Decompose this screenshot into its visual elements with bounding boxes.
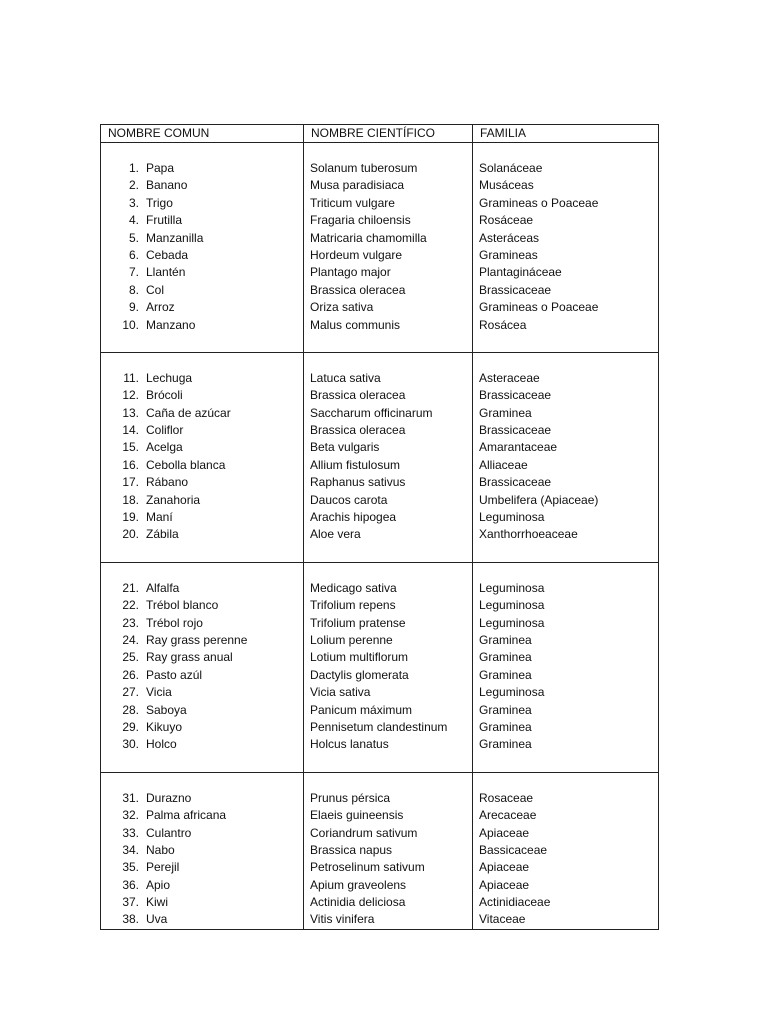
header-common-name: NOMBRE COMUN — [101, 125, 304, 143]
item-number: 13. — [122, 405, 139, 420]
item-number: 7. — [128, 265, 139, 280]
scientific-name: Triticum vulgare — [310, 195, 395, 210]
scientific-name: Oriza sativa — [310, 300, 374, 315]
item-number: 23. — [122, 615, 139, 630]
scientific-name: Allium fistulosum — [310, 457, 401, 472]
common-name: Vicia — [146, 685, 172, 700]
list-item — [101, 649, 303, 666]
family-name: Apiaceae — [479, 825, 530, 840]
item-number: 34. — [122, 842, 139, 857]
common-name: Ray grass perenne — [146, 632, 248, 647]
scientific-name: Brassica napus — [310, 842, 393, 857]
common-name: Ray grass anual — [146, 650, 233, 665]
family-name: Graminea — [479, 702, 532, 717]
item-number: 37. — [122, 895, 139, 910]
family-name: Gramineas o Poaceae — [479, 300, 599, 315]
scientific-name-cell — [304, 143, 473, 353]
list-item — [101, 387, 303, 404]
scientific-name: Raphanus sativus — [310, 475, 406, 490]
list-item — [101, 474, 303, 491]
item-number: 18. — [122, 492, 139, 507]
family-name: Rosácea — [479, 317, 527, 332]
common-name: Culantro — [146, 825, 192, 840]
scientific-name: Trifolium repens — [310, 598, 396, 613]
family-name: Brassicaceae — [479, 423, 552, 438]
common-name: Coliflor — [146, 423, 184, 438]
group-row — [101, 562, 659, 772]
family-name: Leguminosa — [479, 615, 545, 630]
common-name: Llantén — [146, 265, 186, 280]
common-name: Uva — [146, 912, 168, 927]
scientific-name: Latuca sativa — [310, 370, 381, 385]
list-item — [101, 790, 303, 807]
common-name-cell — [101, 352, 304, 562]
item-number: 15. — [122, 440, 139, 455]
header-row — [101, 125, 659, 143]
scientific-name: Aloe vera — [310, 527, 361, 542]
list-item — [101, 807, 303, 824]
family-cell — [473, 772, 659, 929]
scientific-name: Holcus lanatus — [310, 737, 389, 752]
list-item — [101, 195, 303, 212]
list-item — [101, 894, 303, 911]
common-name: Cebolla blanca — [146, 457, 226, 472]
scientific-name: Beta vulgaris — [310, 440, 380, 455]
list-item — [101, 702, 303, 719]
list-item — [101, 509, 303, 526]
list-item — [101, 422, 303, 439]
list-item — [101, 597, 303, 614]
family-name: Umbelifera (Apiaceae) — [479, 492, 599, 507]
family-name: Plantagináceae — [479, 265, 562, 280]
family-name: Xanthorrhoeaceae — [479, 527, 578, 542]
item-number: 2. — [128, 178, 139, 193]
scientific-name: Vitis vinifera — [310, 912, 375, 927]
family-name: Rosáceae — [479, 213, 534, 228]
scientific-name: Brassica oleracea — [310, 282, 406, 297]
scientific-name: Fragaria chiloensis — [310, 213, 411, 228]
scientific-name: Apium graveolens — [310, 877, 407, 892]
list-item — [101, 212, 303, 229]
scientific-name: Daucos carota — [310, 492, 388, 507]
scientific-name: Vicia sativa — [310, 685, 371, 700]
list-item — [101, 405, 303, 422]
family-name: Leguminosa — [479, 598, 545, 613]
family-name: Actinidiaceae — [479, 895, 551, 910]
scientific-name: Petroselinum sativum — [310, 860, 425, 875]
item-number: 8. — [128, 282, 139, 297]
scientific-name: Matricaria chamomilla — [310, 230, 427, 245]
item-number: 3. — [128, 195, 139, 210]
common-name: Col — [146, 282, 165, 297]
list-item — [101, 160, 303, 177]
list-item — [101, 457, 303, 474]
item-number: 20. — [122, 527, 139, 542]
family-name: Leguminosa — [479, 510, 545, 525]
list-item — [101, 736, 303, 753]
item-number: 6. — [128, 247, 139, 262]
common-name: Maní — [146, 510, 173, 525]
family-name: Graminea — [479, 737, 532, 752]
list-item — [101, 911, 303, 928]
family-name: Brassicaceae — [479, 388, 552, 403]
scientific-name: Trifolium pratense — [310, 615, 406, 630]
scientific-name: Arachis hipogea — [310, 510, 397, 525]
common-name: Manzano — [146, 317, 196, 332]
scientific-name: Panicum máximum — [310, 702, 413, 717]
item-number: 12. — [122, 388, 139, 403]
group-row — [101, 352, 659, 562]
family-cell — [473, 143, 659, 353]
common-name: Kiwi — [146, 895, 169, 910]
item-number: 35. — [122, 860, 139, 875]
common-name: Frutilla — [146, 213, 183, 228]
family-name: Asteráceas — [479, 230, 540, 245]
scientific-name: Brassica oleracea — [310, 388, 406, 403]
item-number: 25. — [122, 650, 139, 665]
list-item — [101, 247, 303, 264]
item-number: 4. — [128, 213, 139, 228]
family-name: Rosaceae — [479, 790, 534, 805]
family-name: Graminea — [479, 719, 532, 734]
group-row — [101, 772, 659, 929]
family-name: Graminea — [479, 667, 532, 682]
common-name: Durazno — [146, 790, 192, 805]
family-name: Gramineas — [479, 247, 538, 262]
family-cell — [473, 562, 659, 772]
scientific-name: Lolium perenne — [310, 632, 393, 647]
item-number: 26. — [122, 667, 139, 682]
family-name: Gramineas o Poaceae — [479, 195, 599, 210]
common-name: Pasto azúl — [146, 667, 203, 682]
item-number: 1. — [128, 161, 139, 175]
scientific-name: Medicago sativa — [310, 580, 397, 595]
family-name: Vitaceae — [479, 912, 526, 927]
item-number: 30. — [122, 737, 139, 752]
list-item — [101, 264, 303, 281]
list-item — [101, 317, 303, 334]
list-item — [101, 492, 303, 509]
family-name: Graminea — [479, 650, 532, 665]
common-name: Saboya — [146, 702, 187, 717]
scientific-name: Lotium multiflorum — [310, 650, 409, 665]
item-number: 33. — [122, 825, 139, 840]
scientific-name-cell — [304, 352, 473, 562]
common-name: Trébol blanco — [146, 598, 219, 613]
list-item — [101, 719, 303, 736]
list-item — [101, 282, 303, 299]
common-name-cell — [101, 562, 304, 772]
item-number: 22. — [122, 598, 139, 613]
list-item — [101, 177, 303, 194]
common-name: Holco — [146, 737, 177, 752]
common-name: Cebada — [146, 247, 189, 262]
scientific-name: Elaeis guineensis — [310, 808, 404, 823]
family-name: Graminea — [479, 632, 532, 647]
common-name: Kikuyo — [146, 719, 183, 734]
item-number: 11. — [123, 370, 139, 385]
list-item — [101, 632, 303, 649]
item-number: 32. — [122, 808, 139, 823]
item-number: 27. — [122, 685, 139, 700]
list-item — [101, 370, 303, 387]
item-number: 9. — [128, 300, 139, 315]
list-item — [101, 580, 303, 597]
family-name: Musáceas — [479, 178, 534, 193]
list-item — [101, 842, 303, 859]
common-name: Nabo — [146, 842, 175, 857]
common-name: Trigo — [146, 195, 173, 210]
scientific-name: Brassica oleracea — [310, 423, 406, 438]
family-name: Alliaceae — [479, 457, 528, 472]
item-number: 24. — [122, 632, 139, 647]
list-item — [101, 299, 303, 316]
item-number: 16. — [122, 457, 139, 472]
common-name: Apio — [146, 877, 171, 892]
common-name: Brócoli — [146, 388, 183, 403]
header-scientific-name: NOMBRE CIENTÍFICO — [304, 125, 473, 143]
family-name: Amarantaceae — [479, 440, 558, 455]
family-name: Graminea — [479, 405, 532, 420]
common-name: Palma africana — [146, 808, 227, 823]
common-name: Zábila — [146, 527, 179, 542]
common-name: Arroz — [146, 300, 175, 315]
scientific-name: Musa paradisiaca — [310, 178, 405, 193]
header-family: FAMILIA — [473, 125, 659, 143]
common-name: Caña de azúcar — [146, 405, 231, 420]
item-number: 31. — [122, 790, 139, 805]
item-number: 38. — [122, 912, 139, 927]
scientific-name: Pennisetum clandestinum — [310, 719, 448, 734]
item-number: 36. — [122, 877, 139, 892]
common-name: Manzanilla — [146, 230, 204, 245]
list-item — [101, 859, 303, 876]
scientific-name: Hordeum vulgare — [310, 247, 403, 262]
family-name: Apiaceae — [479, 877, 530, 892]
common-name: Trébol rojo — [146, 615, 203, 630]
common-name: Perejil — [146, 860, 180, 875]
list-item — [101, 877, 303, 894]
list-item — [101, 526, 303, 543]
scientific-name: Solanum tuberosum — [310, 161, 418, 175]
common-name: Acelga — [146, 440, 183, 455]
item-number: 21. — [122, 580, 139, 595]
common-name: Papa — [146, 161, 175, 175]
item-number: 19. — [122, 510, 139, 525]
scientific-name: Plantago major — [310, 265, 391, 280]
list-item — [101, 615, 303, 632]
common-name: Lechuga — [146, 370, 193, 385]
item-number: 28. — [122, 702, 139, 717]
family-name: Brassicaceae — [479, 282, 552, 297]
family-name: Asteraceae — [479, 370, 540, 385]
item-number: 10. — [122, 317, 139, 332]
list-item — [101, 667, 303, 684]
family-name: Solanáceae — [479, 161, 543, 175]
common-name: Banano — [146, 178, 188, 193]
scientific-name: Dactylis glomerata — [310, 667, 409, 682]
item-number: 29. — [122, 719, 139, 734]
list-item — [101, 825, 303, 842]
item-number: 17. — [122, 475, 139, 490]
plant-table — [100, 124, 659, 930]
common-name: Alfalfa — [146, 580, 180, 595]
common-name-cell — [101, 143, 304, 353]
scientific-name: Saccharum officinarum — [310, 405, 433, 420]
family-name: Leguminosa — [479, 580, 545, 595]
common-name: Zanahoria — [146, 492, 201, 507]
family-cell — [473, 352, 659, 562]
scientific-name-cell — [304, 562, 473, 772]
family-name: Arecaceae — [479, 808, 537, 823]
family-name: Leguminosa — [479, 685, 545, 700]
scientific-name: Coriandrum sativum — [310, 825, 418, 840]
scientific-name: Malus communis — [310, 317, 401, 332]
scientific-name: Actinidia deliciosa — [310, 895, 406, 910]
list-item — [101, 684, 303, 701]
family-name: Brassicaceae — [479, 475, 552, 490]
common-name-cell — [101, 772, 304, 929]
scientific-name-cell — [304, 772, 473, 929]
family-name: Apiaceae — [479, 860, 530, 875]
list-item — [101, 439, 303, 456]
group-row — [101, 143, 659, 353]
list-item — [101, 230, 303, 247]
common-name: Rábano — [146, 475, 189, 490]
scientific-name: Prunus pérsica — [310, 790, 391, 805]
item-number: 14. — [122, 423, 139, 438]
item-number: 5. — [128, 230, 139, 245]
family-name: Bassicaceae — [479, 842, 548, 857]
